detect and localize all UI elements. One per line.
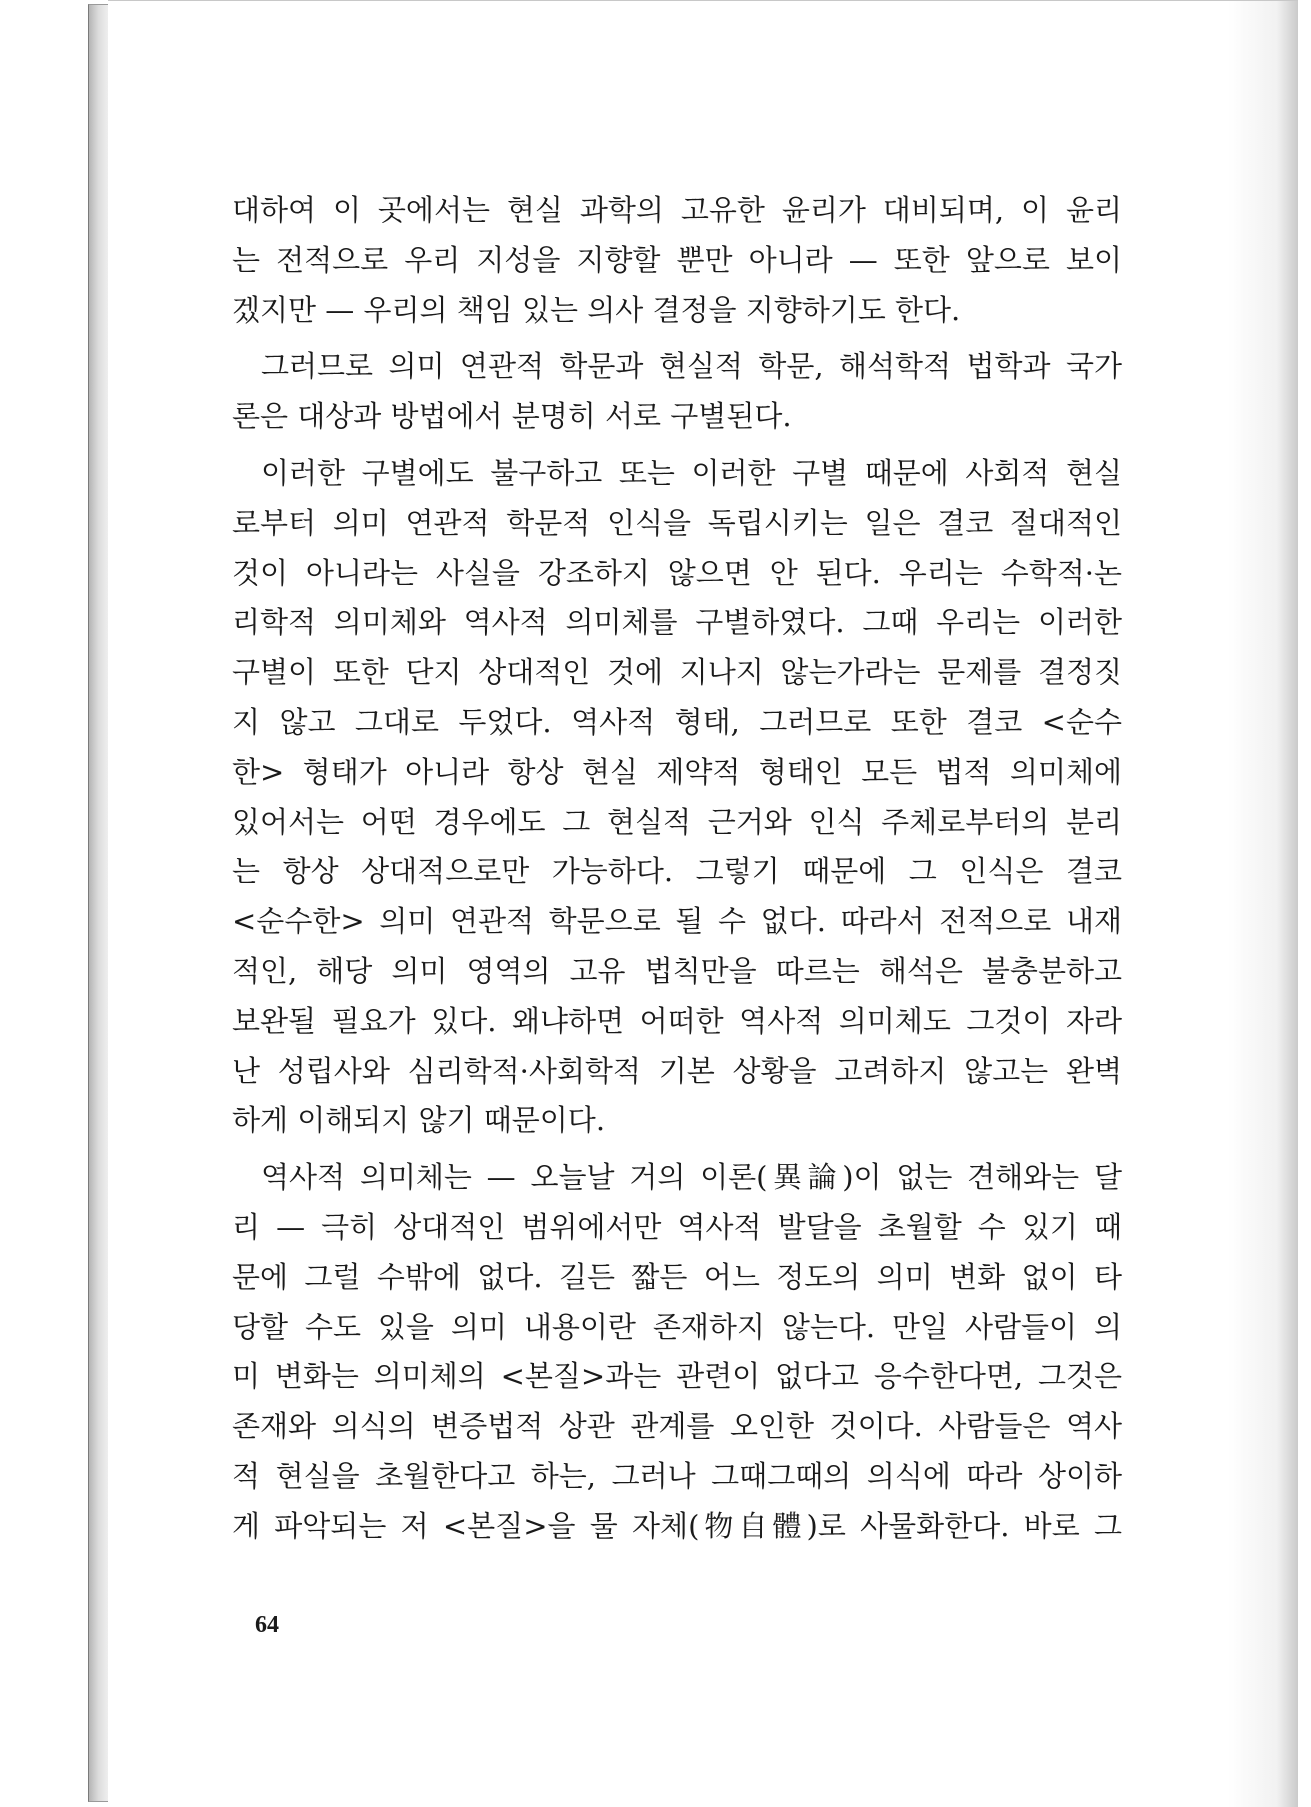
text-line: 리학적 의미체와 역사적 의미체를 구별하였다. 그때 우리는 이러한 [232,605,1122,640]
book-page-edge [88,4,110,1802]
text-line: 당할 수도 있을 의미 내용이란 존재하지 않는다. 만일 사람들이 의 [232,1309,1122,1344]
text-line: 하게 이해되지 않기 때문이다. [232,1103,606,1138]
text-line: 역사적 의미체는 — 오늘날 거의 이론(異論)이 없는 견해와는 달 [261,1160,1122,1195]
text-line: 한> 형태가 아니라 항상 현실 제약적 형태인 모든 법적 의미체에 [232,754,1122,789]
text-line: 겠지만 — 우리의 책임 있는 의사 결정을 지향하기도 한다. [232,292,961,327]
text-line: 적인, 해당 의미 영역의 고유 법칙만을 따르는 해석은 불충분하고 [232,953,1122,988]
page-gutter-shadow [1228,1,1298,1807]
text-line: 게 파악되는 저 <본질>을 물 자체(物自體)로 사물화한다. 바로 그 [232,1508,1122,1543]
page-number: 64 [255,1612,279,1638]
text-line: 론은 대상과 방법에서 분명히 서로 구별된다. [232,399,792,434]
text-line: 것이 아니라는 사실을 강조하지 않으면 안 된다. 우리는 수학적·논 [232,555,1122,590]
text-line: 보완될 필요가 있다. 왜냐하면 어떠한 역사적 의미체도 그것이 자라 [232,1003,1122,1038]
text-line: 있어서는 어떤 경우에도 그 현실적 근거와 인식 주체로부터의 분리 [232,804,1122,839]
text-line: 는 전적으로 우리 지성을 지향할 뿐만 아니라 — 또한 앞으로 보이 [232,242,1122,277]
text-line: 구별이 또한 단지 상대적인 것에 지나지 않는가라는 문제를 결정짓 [232,655,1122,690]
text-line: 로부터 의미 연관적 학문적 인식을 독립시키는 일은 결코 절대적인 [232,505,1122,540]
text-line: 는 항상 상대적으로만 가능하다. 그렇기 때문에 그 인식은 결코 [232,854,1122,889]
text-line: <순수한> 의미 연관적 학문으로 될 수 없다. 따라서 전적으로 내재 [232,904,1122,939]
paragraph-1 [232,186,1122,335]
text-line: 난 성립사와 심리학적·사회학적 기본 상황을 고려하지 않고는 완벽 [232,1053,1122,1088]
text-line: 존재와 의식의 변증법적 상관 관계를 오인한 것이다. 사람들은 역사 [232,1409,1122,1444]
text-line: 문에 그럴 수밖에 없다. 길든 짧든 어느 정도의 의미 변화 없이 타 [232,1259,1122,1294]
body-text [232,186,1122,1559]
paragraph-3 [232,449,1122,1146]
paragraph-4 [232,1153,1122,1551]
text-line: 대하여 이 곳에서는 현실 과학의 고유한 윤리가 대비되며, 이 윤리 [232,193,1122,227]
text-line: 그러므로 의미 연관적 학문과 현실적 학문, 해석학적 법학과 국가 [261,349,1122,384]
text-line: 적 현실을 초월한다고 하는, 그러나 그때그때의 의식에 따라 상이하 [232,1458,1122,1493]
text-line: 리 — 극히 상대적인 범위에서만 역사적 발달을 초월할 수 있기 때 [232,1209,1122,1244]
paragraph-2 [232,342,1122,442]
text-line: 이러한 구별에도 불구하고 또는 이러한 구별 때문에 사회적 현실 [261,455,1122,490]
text-line: 지 않고 그대로 두었다. 역사적 형태, 그러므로 또한 결코 <순수 [232,704,1122,739]
text-line: 미 변화는 의미체의 <본질>과는 관련이 없다고 응수한다면, 그것은 [232,1359,1122,1394]
